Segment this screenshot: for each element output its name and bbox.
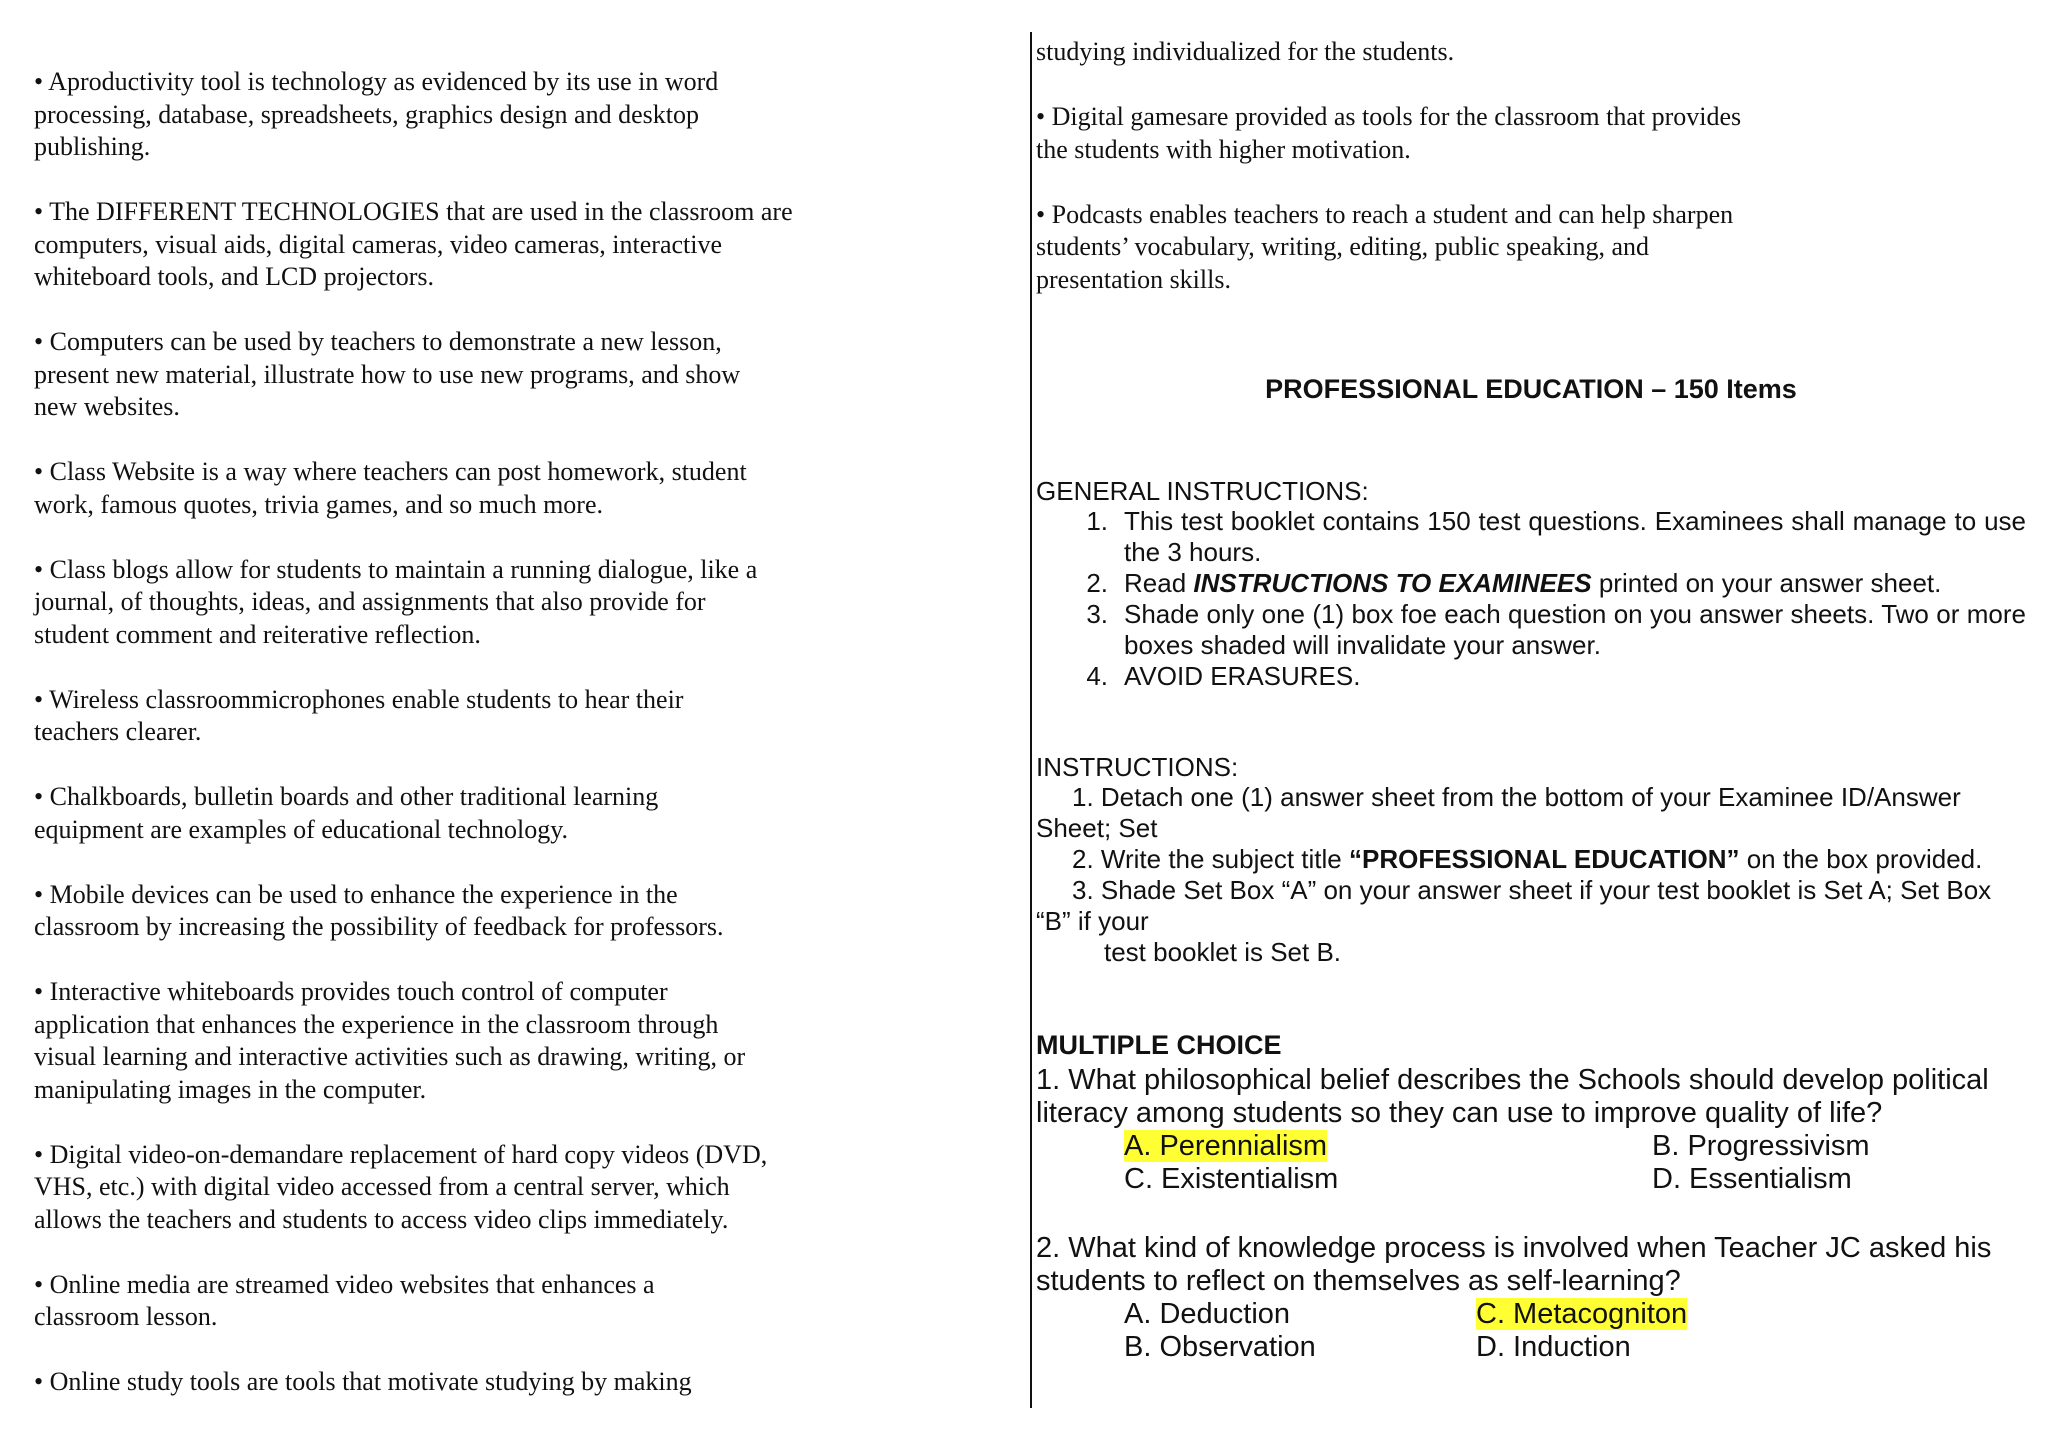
bullet-interactive-whiteboards: • Interactive whiteboards provides touch control of computer application that enhances the experience in the classroom through visual learning and interactive activities such as drawing, writing, or manipulating images in the computer. xyxy=(34,977,746,1104)
instructions-heading: INSTRUCTIONS: xyxy=(1036,752,1239,782)
left-column xyxy=(34,66,864,1399)
list-item: 1. This test booklet contains 150 test questions. Examinees shall manage to use the 3 hours. xyxy=(1086,506,2026,567)
bullet-online-study-tools: • Online study tools are tools that motivate studying by making xyxy=(34,1367,692,1396)
bullet-chalkboards: • Chalkboards, bulletin boards and other traditional learning equipment are examples of educational technology. xyxy=(34,782,659,844)
continued-text: studying individualized for the students. xyxy=(1036,37,1455,66)
q1-option-b: B. Progressivism xyxy=(1652,1130,1870,1162)
q1-option-a-highlighted: A. Perennialism xyxy=(1124,1130,1328,1162)
bullet-class-blogs: • Class blogs allow for students to maintain a running dialogue, like a journal, of thoughts, ideas, and assignments that also provide for student comment and reiterative reflection. xyxy=(34,554,758,649)
instruction-line-1: 1. Detach one (1) answer sheet from the bottom of your Examinee ID/Answer Sheet; Set xyxy=(1036,782,1961,843)
q2-option-b: B. Observation xyxy=(1124,1331,1316,1363)
bullet-digital-video: • Digital video-on-demandare replacement of hard copy videos (DVD, VHS, etc.) with digital video accessed from a central server, which allows the teachers and students to access video clips immediately. xyxy=(34,1139,768,1234)
question-2-text: 2. What kind of knowledge process is involved when Teacher JC asked his students to reflect on themselves as self-learning? xyxy=(1036,1232,1992,1297)
bullet-wireless-microphones: • Wireless classroommicrophones enable students to hear their teachers clearer. xyxy=(34,684,684,746)
q1-option-d: D. Essentialism xyxy=(1652,1163,1852,1195)
list-item: 4. AVOID ERASURES. xyxy=(1086,661,1361,691)
q2-option-a: A. Deduction xyxy=(1124,1298,1291,1330)
bullet-online-media: • Online media are streamed video websites that enhances a classroom lesson. xyxy=(34,1269,655,1331)
column-divider xyxy=(1030,32,1032,1408)
multiple-choice-heading: MULTIPLE CHOICE xyxy=(1036,1030,1282,1060)
bullet-computers: • Computers can be used by teachers to demonstrate a new lesson, present new material, illustrate how to use new programs, and show new websites. xyxy=(34,327,741,421)
bullet-digital-games: • Digital gamesare provided as tools for the classroom that provides the students with higher motivation. xyxy=(1036,102,1742,164)
list-item: 3. Shade only one (1) box foe each question on you answer sheets. Two or more boxes shaded will invalidate your answer. xyxy=(1086,599,2026,660)
bullet-podcasts: • Podcasts enables teachers to reach a student and can help sharpen students’ vocabulary, writing, editing, public speaking, and presentation skills. xyxy=(1036,199,1734,294)
general-instructions-heading: GENERAL INSTRUCTIONS: xyxy=(1036,476,1369,506)
q1-option-c: C. Existentialism xyxy=(1124,1163,1339,1195)
question-1-text: 1. What philosophical belief describes the Schools should develop political literacy among students so they can use to improve quality of life? xyxy=(1036,1064,1989,1129)
bullet-different-technologies: • The DIFFERENT TECHNOLOGIES that are used in the classroom are computers, visual aids, digital cameras, video cameras, interactive whiteboard tools, and LCD projectors. xyxy=(34,197,793,291)
exam-title: PROFESSIONAL EDUCATION – 150 Items xyxy=(1265,374,1797,404)
general-instructions-list xyxy=(1036,506,2026,692)
right-column-top xyxy=(1036,36,2026,296)
bullet-class-website: • Class Website is a way where teachers can post homework, student work, famous quotes, trivia games, and so much more. xyxy=(34,457,747,519)
instruction-line-3: 3. Shade Set Box “A” on your answer sheet if your test booklet is Set A; Set Box “B” if your xyxy=(1036,875,1992,936)
bullet-mobile-devices: • Mobile devices can be used to enhance the experience in the classroom by increasing the possibility of feedback for professors. xyxy=(34,879,724,941)
instructions-body xyxy=(1036,782,2026,968)
q2-option-c-highlighted: C. Metacogniton xyxy=(1476,1298,1688,1330)
instruction-line-2: 2. Write the subject title “PROFESSIONAL EDUCATION” on the box provided. xyxy=(1072,844,1983,874)
q2-option-d: D. Induction xyxy=(1476,1331,1631,1363)
list-item: 2. Read INSTRUCTIONS TO EXAMINEES printed on your answer sheet. xyxy=(1086,568,1942,598)
bullet-productivity-tool: • Aproductivity tool is technology as evidenced by its use in word processing, database, spreadsheets, graphics design and desktop publishing. xyxy=(34,67,719,161)
instruction-line-4: test booklet is Set B. xyxy=(1104,937,1342,967)
